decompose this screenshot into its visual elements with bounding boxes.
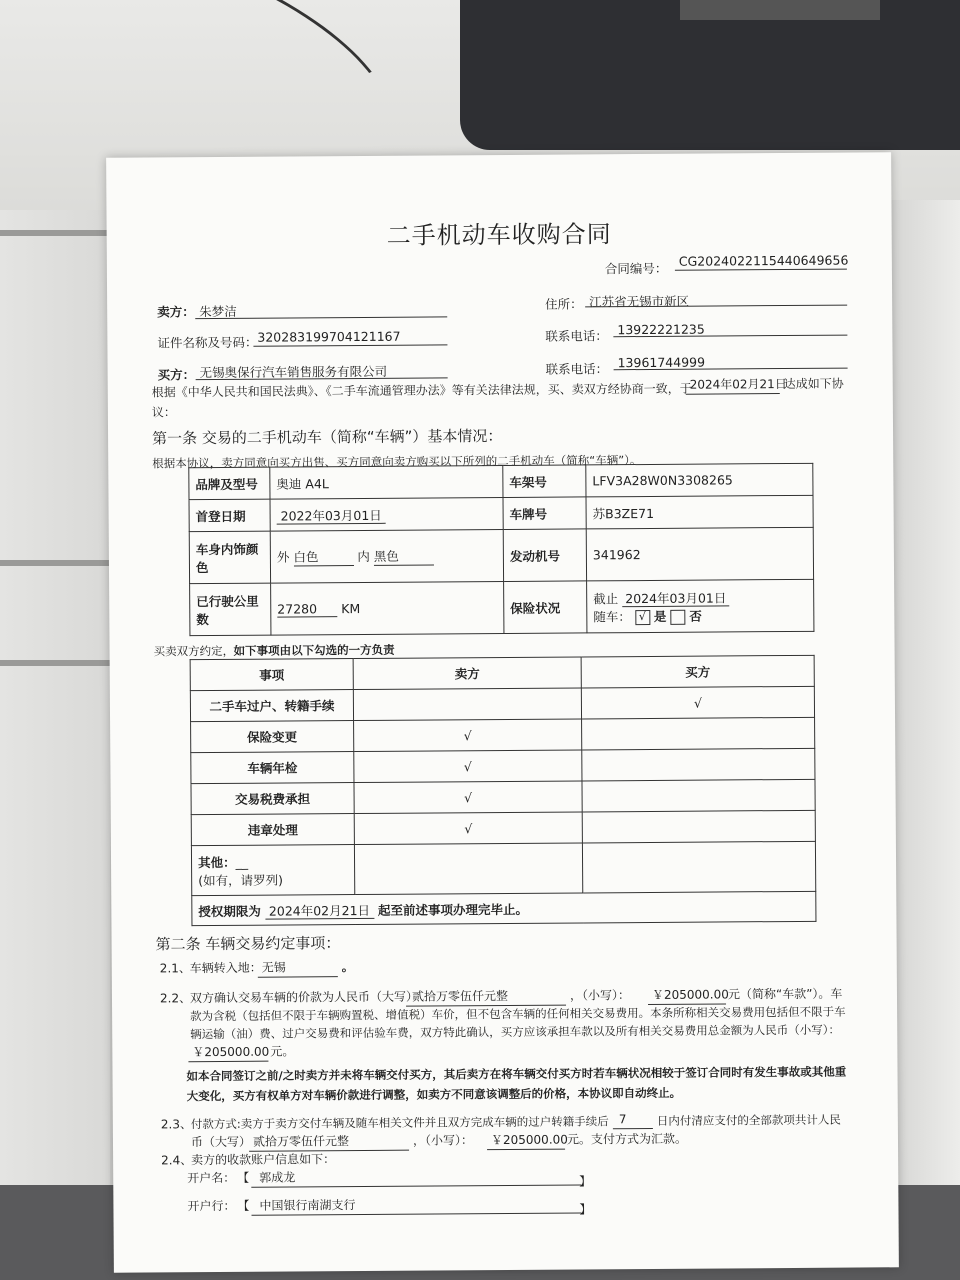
brand-value: 奥迪 A4L (270, 465, 503, 499)
clause-2-2-l4-end: 元。 (270, 1044, 295, 1059)
article-1-intro: 根据本协议，卖方同意向买方出售、买方同意向卖方购买以下所列的二手机动车（简称“车辆”）。 (152, 453, 642, 471)
buyer-phone: 13961744999 (617, 354, 706, 371)
clause-2-2-bold-2: 大变化，买方有权单方对车辆价款进行调整，如卖方不同意该调整后的价格，本协议即自动终止。 (186, 1085, 682, 1104)
holder-label: 开户名： (187, 1170, 236, 1186)
clause-2-3-l1b: 日内付清应支付的全部款项共计人民 (656, 1112, 841, 1128)
vin-label: 车架号 (503, 465, 586, 498)
agreement-bold: 如下事项由以下勾选的一方负责 (233, 642, 395, 658)
seller-name: 朱梦洁 (199, 303, 237, 320)
intro-text-end: 达成如下协 (783, 376, 844, 392)
contract-no-label: 合同编号： (604, 260, 668, 277)
color-label: 车身内饰颜色 (189, 531, 270, 584)
resp-other-cell (191, 845, 354, 896)
intro-text-2: 议： (151, 405, 176, 420)
clause-2-4-num: 2.4、 (161, 1153, 193, 1168)
clause-2-3-num: 2.3、 (160, 1117, 193, 1132)
resp-row-seller: √ (354, 719, 582, 752)
clause-2-4-text: 卖方的收款账户信息如下： (191, 1152, 336, 1168)
bank-lbracket: 【 (237, 1198, 250, 1213)
clause-2-2-l1a: 双方确认交易车辆的价款为人民币（大写） (189, 989, 419, 1006)
resp-row-item: 保险变更 (191, 721, 354, 753)
clause-2-2-amount: ￥205000.00 (651, 987, 729, 1002)
bank-label: 开户行： (187, 1198, 236, 1214)
resp-other-buyer (582, 841, 815, 893)
engine-label: 发动机号 (503, 529, 586, 582)
clause-2-2-l4-amount: ￥205000.00 (192, 1044, 270, 1060)
contract-paper (106, 152, 899, 1272)
bank-rbracket: 】 (579, 1202, 592, 1217)
resp-row-item: 二手车过户、转籍手续 (190, 690, 353, 722)
resp-other-seller (354, 843, 582, 895)
resp-row-seller: √ (354, 750, 582, 783)
seller-addr: 江苏省无锡市新区 (589, 293, 690, 310)
resp-row-item: 违章处理 (191, 814, 354, 846)
int-prefix: 内 (357, 548, 370, 565)
color-cell (270, 529, 503, 583)
clause-2-1-num: 2.1、 (159, 961, 191, 976)
document-title: 二手机动车收购合同 (386, 220, 612, 250)
clause-2-1-text: 车辆转入地： (189, 960, 262, 976)
article-2-title: 第二条 车辆交易约定事项： (155, 934, 341, 954)
reg-date-cell (270, 497, 503, 531)
auth-label: 授权期限为 (198, 903, 261, 919)
auth-period-cell (192, 891, 816, 925)
cabinet-left (0, 210, 110, 1280)
clause-2-3-amount: ￥205000.00 (490, 1132, 568, 1148)
clause-2-2-num: 2.2、 (159, 991, 192, 1006)
insurance-cell (587, 579, 814, 633)
holder-rbracket: 】 (579, 1174, 592, 1189)
mileage-value: 27280 (277, 601, 337, 617)
seller-phone: 13922221235 (617, 321, 705, 338)
resp-row-seller (353, 688, 581, 721)
other-value: __ (235, 854, 249, 870)
clause-2-2-l2: 款为含税（包括但不限于车辆购置税、增值税）车价，但不包含车辆的任何相关交易费用。本条所称相关交易费用包括但不限于车 (190, 1004, 846, 1024)
monitor-stand (680, 0, 880, 20)
resp-header-buyer: 买方 (581, 655, 814, 688)
vehicle-info-table (188, 463, 814, 636)
resp-header-seller: 卖方 (353, 657, 581, 690)
resp-row-buyer (582, 748, 815, 781)
resp-header-item: 事项 (190, 659, 353, 691)
seller-addr-label: 住所： (545, 296, 583, 312)
clause-2-3-l1a: 付款方式:卖方于卖方交付车辆及随车相关文件并且双方完成车辆的过户转籍手续后 (190, 1114, 609, 1132)
auth-date: 2024年02月21日 (265, 902, 374, 919)
resp-row-item: 交易税费承担 (191, 783, 354, 815)
plate-label: 车牌号 (503, 497, 586, 530)
monitor-base (460, 0, 960, 150)
seller-id-label: 证件名称及号码： (157, 334, 258, 351)
clause-2-1-value: 无锡 (261, 960, 286, 975)
insurance-label: 保险状况 (504, 581, 587, 634)
clause-2-2-l1b: ，（小写）： (569, 988, 631, 1003)
clause-2-2-l3: 辆运输（油）费、过户交易费和评估验车费，双方特此确认，买方应该承担车款以及所有相关交易费用总金额为人民币（小写）： (190, 1022, 841, 1042)
clause-2-3-l2c: 元。支付方式为汇款。 (566, 1131, 688, 1147)
resp-row-seller: √ (354, 781, 582, 814)
buyer-phone-label: 联系电话： (545, 361, 609, 377)
bank-name: 中国银行南湖支行 (259, 1198, 356, 1213)
mileage-label: 已行驶公里数 (190, 583, 271, 636)
insurance-date: 2024年03月01日 (622, 590, 729, 607)
other-label: 其他： (197, 854, 236, 870)
int-color: 黑色 (374, 546, 434, 565)
agreement-prefix: 买卖双方约定， (153, 643, 235, 659)
no-checkbox (670, 609, 685, 624)
seller-id: 320283199704121167 (257, 328, 401, 345)
yes-label: 是 (653, 608, 667, 624)
clause-2-2-amount-cn: 贰拾万零伍仟元整 (411, 988, 509, 1004)
cabinet-edge (0, 660, 110, 666)
resp-row-seller: √ (354, 812, 582, 845)
clause-2-3-days: 7 (618, 1112, 627, 1127)
resp-row-buyer: √ (581, 686, 814, 719)
buyer-label: 买方： (157, 367, 196, 383)
insurance-prefix: 截止 (593, 590, 619, 606)
buyer-name: 无锡奥保行汽车销售服务有限公司 (199, 363, 388, 381)
cabinet-edge (0, 230, 110, 236)
resp-row-item: 车辆年检 (191, 752, 354, 784)
clause-2-1-end: 。 (341, 960, 354, 975)
cabinet-edge (0, 560, 110, 566)
seller-phone-label: 联系电话： (545, 328, 608, 344)
mileage-cell (271, 581, 504, 635)
resp-row-buyer (582, 810, 815, 843)
ext-color: 白色 (293, 547, 353, 566)
with-car-label: 随车： (593, 608, 631, 624)
reg-date-value: 2022年03月01日 (277, 507, 386, 524)
clause-2-3-l2a: 币（大写） (190, 1134, 252, 1150)
vin-value: LFV3A28W0N3308265 (586, 463, 813, 497)
intro-text: 根据《中华人民共和国民法典》、《二手车流通管理办法》等有关法律法规，买、卖双方经协商一致，于 (151, 381, 692, 400)
clause-2-2-bold-1: 如本合同签订之前/之时卖方并未将车辆交付买方，其后卖方在将车辆交付买方时若车辆状况相较于签订合同时有发生事故或其他重 (186, 1064, 847, 1084)
article-1-title: 第一条 交易的二手机动车（简称“车辆”）基本情况： (152, 426, 503, 448)
holder-name: 郭成龙 (259, 1170, 296, 1185)
contract-no: CG2024022115440649656 (678, 252, 849, 269)
no-label: 否 (689, 608, 702, 624)
yes-checkbox: √ (635, 609, 650, 624)
engine-value: 341962 (586, 527, 813, 581)
ext-prefix: 外 (276, 549, 290, 565)
cabinet-right (890, 200, 960, 1280)
other-note: (如有，请罗列) (198, 872, 283, 888)
auth-suffix: 起至前述事项办理完毕止。 (377, 901, 529, 918)
plate-value: 苏B3ZE71 (586, 495, 813, 529)
intro-date: 2024年02月21日 (689, 377, 787, 392)
clause-2-2-l1c: 元（简称“车款”）。车 (727, 986, 843, 1002)
clause-2-3-amount-cn: 贰拾万零伍仟元整 (252, 1134, 350, 1149)
seller-label: 卖方： (157, 304, 195, 320)
reg-date-label: 首登日期 (189, 499, 270, 532)
holder-lbracket: 【 (237, 1170, 250, 1185)
clause-2-3-l2b: ，（小写）： (412, 1133, 474, 1148)
mileage-unit: KM (341, 600, 361, 616)
resp-row-buyer (582, 717, 815, 750)
brand-label: 品牌及型号 (189, 467, 270, 500)
resp-row-buyer (582, 779, 815, 812)
responsibility-table (190, 655, 817, 926)
